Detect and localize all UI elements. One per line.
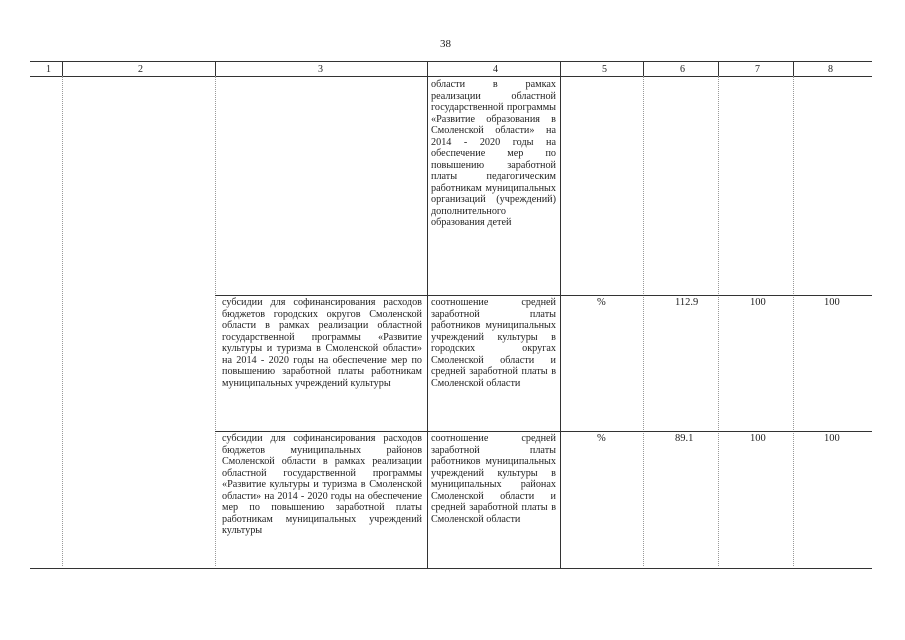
col-divider — [718, 61, 719, 76]
subsidy-description-cell: субсидии для софинансирования расходов бюджетов городских округов Смоленской области в рамках реализации областной государственной программы «Развитие культуры и туризма в Смоленской области» на 2014 - 2020 годы на обеспечение мер по повышению заработной платы работникам муниципальных учреждений культуры — [222, 297, 422, 389]
col-divider — [643, 61, 644, 76]
col-divider — [643, 76, 644, 566]
col-header-7: 7 — [755, 64, 760, 75]
col-header-3: 3 — [318, 64, 323, 75]
col-header-6: 6 — [680, 64, 685, 75]
col-divider — [793, 61, 794, 76]
row-separator — [215, 295, 872, 296]
col-header-8: 8 — [828, 64, 833, 75]
value-cell: 100 — [750, 433, 766, 444]
col-divider — [560, 61, 561, 568]
col-divider — [427, 61, 428, 568]
indicator-cell: области в рамках реализации областной государственной программы «Развитие образования в Смоленской области» на 2014 - 2020 годы на обеспечение мер по повышению заработной платы педагогическим работникам муниципальных организаций (учреждений) дополнительного образования детей — [431, 79, 556, 228]
col-header-2: 2 — [138, 64, 143, 75]
table-top-rule — [30, 61, 872, 62]
col-divider — [62, 76, 63, 566]
unit-cell: % — [597, 433, 606, 444]
table-bottom-rule — [30, 568, 872, 569]
value-cell: 100 — [824, 297, 840, 308]
col-divider — [215, 61, 216, 76]
value-cell: 100 — [824, 433, 840, 444]
col-header-1: 1 — [46, 64, 51, 75]
col-header-4: 4 — [493, 64, 498, 75]
indicator-cell: соотношение средней заработной платы работников муниципальных учреждений культуры в муниципальных районах Смоленской области и средней заработной платы в Смоленской области — [431, 433, 556, 525]
value-cell: 112.9 — [675, 297, 699, 308]
value-cell: 89.1 — [675, 433, 694, 444]
col-header-5: 5 — [602, 64, 607, 75]
indicator-cell: соотношение средней заработной платы работников муниципальных учреждений культуры в городских округах Смоленской области и средней заработной платы в Смоленской области — [431, 297, 556, 389]
row-separator — [215, 431, 872, 432]
col-divider — [793, 76, 794, 566]
table-header-rule — [30, 76, 872, 77]
value-cell: 100 — [750, 297, 766, 308]
unit-cell: % — [597, 297, 606, 308]
col-divider — [62, 61, 63, 76]
col-divider — [215, 76, 216, 566]
page-number: 38 — [440, 38, 451, 50]
col-divider — [718, 76, 719, 566]
subsidy-description-cell: субсидии для софинансирования расходов бюджетов муниципальных районов Смоленской области в рамках реализации областной государственной программы «Развитие культуры и туризма в Смоленской области» на 2014 - 2020 годы на обеспечение мер по повышению заработной платы работникам муниципальных учреждений культуры — [222, 433, 422, 536]
